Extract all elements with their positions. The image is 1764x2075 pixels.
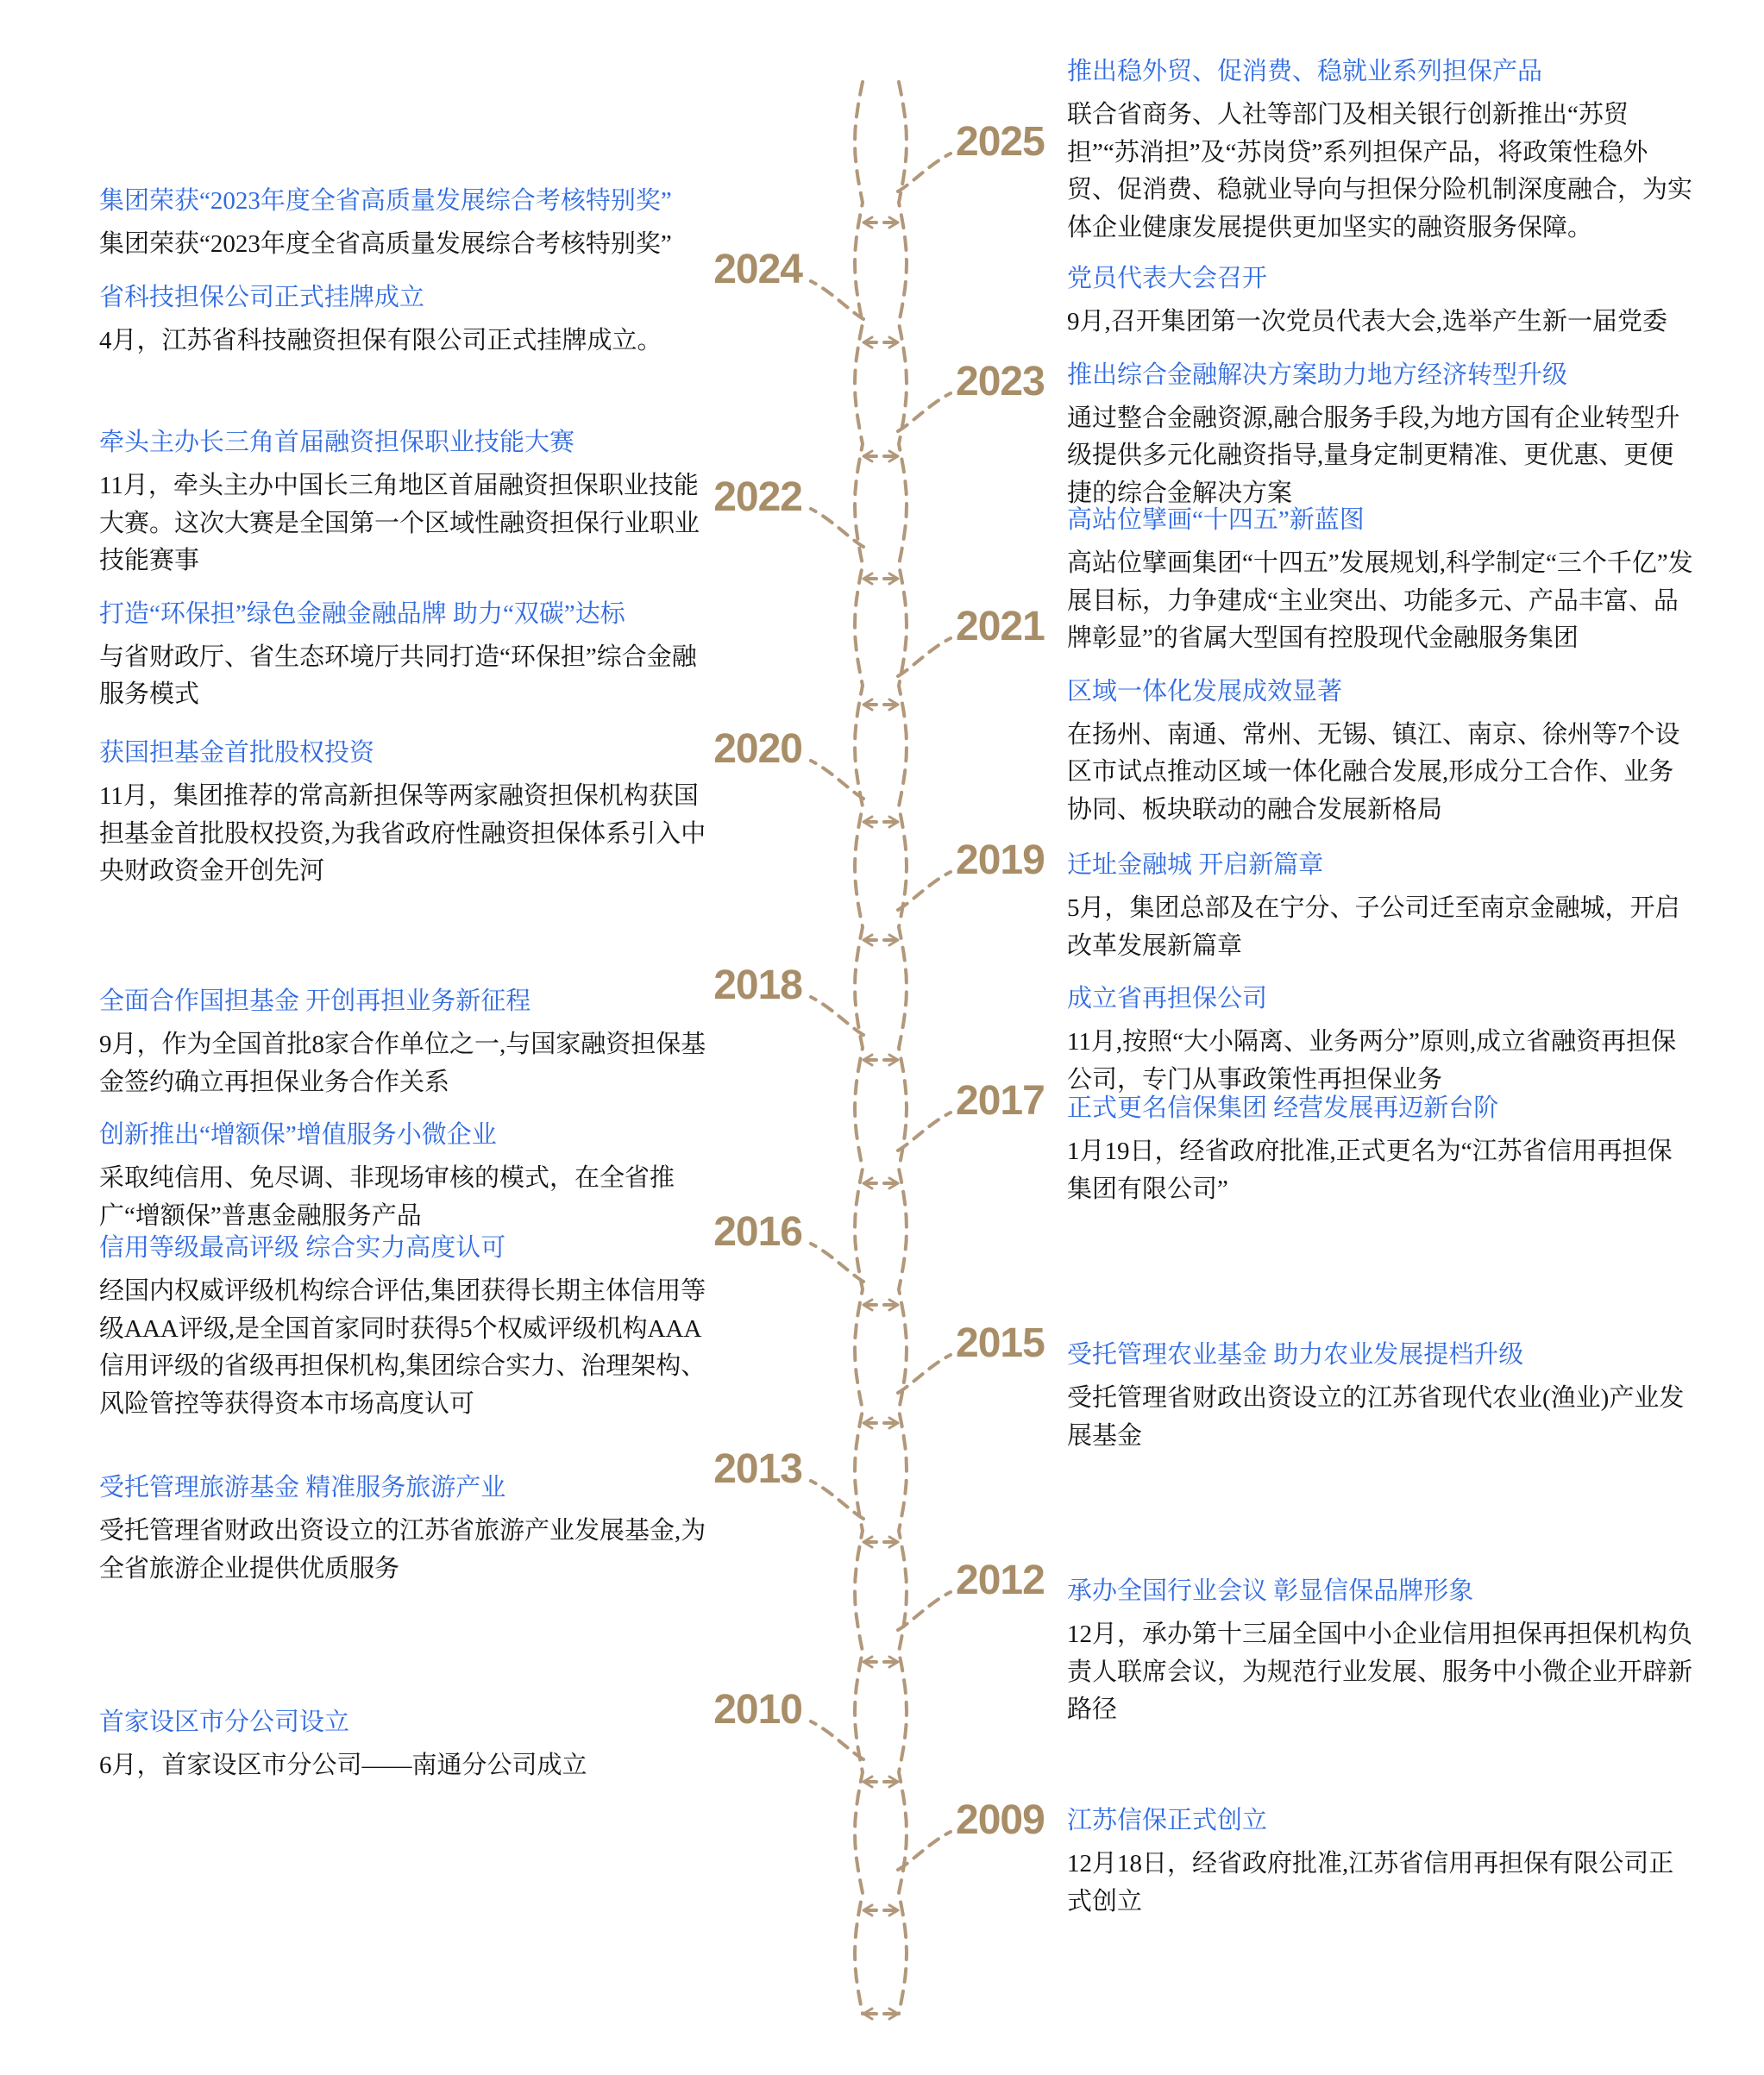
event-description: 9月，作为全国首批8家合作单位之一,与国家融资担保基金签约确立再担保业务合作关系 <box>99 1031 706 1096</box>
year-label-2021: 2021 <box>956 604 1045 649</box>
event-description: 采取纯信用、免尽调、非现场审核的模式，在全省推广“增额保”普惠金融服务产品 <box>99 1164 675 1230</box>
event-description: 联合省商务、人社等部门及相关银行创新推出“苏贸担”“苏消担”及“苏岗贷”系列担保产品，将政策性稳外贸、促消费、稳就业导向与担保分险机制深度融合，为实体企业健康发展提供更加坚实的融资服务保障。 <box>1067 101 1693 241</box>
event-title: 区域一体化发展成效显著 <box>1067 677 1343 705</box>
event-description: 12月18日，经省政府批准,江苏省信用再担保有限公司正式创立 <box>1067 1850 1674 1915</box>
event-description: 受托管理省财政出资设立的江苏省现代农业(渔业)产业发展基金 <box>1067 1384 1685 1450</box>
event-title: 推出综合金融解决方案助力地方经济转型升级 <box>1067 360 1568 389</box>
entry-content-2009 <box>1067 1802 1697 1921</box>
event-description: 5月，集团总部及在宁分、子公司迁至南京金融城，开启改革发展新篇章 <box>1067 894 1680 960</box>
event-description: 6月，首家设区市分公司——南通分公司成立 <box>99 1752 587 1780</box>
event-description: 11月,按照“大小隔离、业务两分”原则,成立省融资再担保公司，专门从事政策性再担保业务 <box>1067 1028 1677 1094</box>
event-description: 4月，江苏省科技融资担保有限公司正式挂牌成立。 <box>99 326 662 354</box>
year-label-2016: 2016 <box>713 1209 802 1255</box>
event-description: 受托管理省财政出资设立的江苏省旅游产业发展基金,为全省旅游企业提供优质服务 <box>99 1517 706 1583</box>
entry-content-2021 <box>1067 502 1697 829</box>
entry-content-2025 <box>1067 53 1697 247</box>
event-description: 12月，承办第十三届全国中小企业信用担保再担保机构负责人联席会议，为规范行业发展、服务中小微企业开辟新路径 <box>1067 1621 1693 1724</box>
event-title: 承办全国行业会议 彰显信保品牌形象 <box>1067 1577 1474 1605</box>
event-title: 获国担基金首批股权投资 <box>99 739 375 767</box>
year-label-2013: 2013 <box>713 1446 802 1492</box>
year-connector-2020 <box>811 761 863 799</box>
event-title: 牵头主办长三角首届融资担保职业技能大赛 <box>99 429 575 456</box>
event-title: 高站位擘画“十四五”新蓝图 <box>1067 506 1365 534</box>
entry-content-2024 <box>99 183 713 360</box>
spine-line-right <box>899 82 907 2014</box>
entry-content-2012 <box>1067 1573 1697 1729</box>
event-title: 成立省再担保公司 <box>1067 985 1268 1013</box>
year-label-2018: 2018 <box>713 962 802 1008</box>
event-description: 经国内权威评级机构综合评估,集团获得长期主体信用等级AAA评级,是全国首家同时获得5个权威评级机构AAA信用评级的省级再担保机构,集团综合实力、治理架构、风险管控等获得资本市场高度认可 <box>99 1277 706 1418</box>
event-description: 与省财政厅、省生态环境厅共同打造“环保担”综合金融服务模式 <box>99 643 697 709</box>
event-title: 全面合作国担基金 开创再担业务新征程 <box>99 987 531 1015</box>
spine-line-left <box>855 82 863 2014</box>
year-label-2024: 2024 <box>713 247 802 292</box>
event-title: 打造“环保担”绿色金融金融品牌 助力“双碳”达标 <box>99 599 625 628</box>
year-label-2023: 2023 <box>956 359 1045 404</box>
year-label-2025: 2025 <box>956 119 1045 165</box>
event-title: 集团荣获“2023年度全省高质量发展综合考核特别奖” <box>99 187 672 215</box>
event-description: 11月，集团推荐的常高新担保等两家融资担保机构获国担基金首批股权投资,为我省政府性融资担保体系引入中央财政资金开创先河 <box>99 782 706 886</box>
entry-content-2015 <box>1067 1337 1697 1455</box>
event-title: 江苏信保正式创立 <box>1067 1807 1268 1834</box>
event-title: 党员代表大会召开 <box>1067 265 1268 292</box>
event-title: 推出稳外贸、促消费、稳就业系列担保产品 <box>1067 58 1543 85</box>
year-label-2022: 2022 <box>713 474 802 520</box>
event-description: 高站位擘画集团“十四五”发展规划,科学制定“三个千亿”发展目标，力争建成“主业突出、功能多元、产品丰富、品牌彰显”的省属大型国有控股现代金融服务集团 <box>1067 549 1693 653</box>
year-label-2015: 2015 <box>956 1320 1045 1366</box>
event-description: 在扬州、南通、常州、无锡、镇江、南京、徐州等7个设区市试点推动区域一体化融合发展,形成分工合作、业务协同、板块联动的融合发展新格局 <box>1067 720 1680 824</box>
entry-content-2017 <box>1067 1090 1697 1208</box>
entry-content-2022 <box>99 424 713 714</box>
event-description: 集团荣获“2023年度全省高质量发展综合考核特别奖” <box>99 230 672 259</box>
event-description: 1月19日，经省政府批准,正式更名为“江苏省信用再担保集团有限公司” <box>1067 1138 1673 1203</box>
entry-content-2018 <box>99 983 713 1235</box>
year-label-2017: 2017 <box>956 1078 1045 1124</box>
event-description: 通过整合金融资源,融合服务手段,为地方国有企业转型升级提供多元化融资指导,量身定制更精准、更优惠、更便捷的综合金解决方案 <box>1067 404 1680 507</box>
entry-content-2019 <box>1067 847 1697 1099</box>
event-title: 正式更名信保集团 经营发展再迈新台阶 <box>1067 1094 1499 1122</box>
year-label-2009: 2009 <box>956 1797 1045 1843</box>
event-description: 9月,召开集团第一次党员代表大会,选举产生新一届党委 <box>1067 308 1668 336</box>
entry-content-2020 <box>99 735 713 891</box>
entry-content-2010 <box>99 1704 713 1785</box>
event-title: 受托管理旅游基金 精准服务旅游产业 <box>99 1474 506 1501</box>
event-title: 省科技担保公司正式挂牌成立 <box>99 283 425 311</box>
year-label-2012: 2012 <box>956 1558 1045 1603</box>
entry-content-2023 <box>1067 260 1697 512</box>
entry-content-2016 <box>99 1230 713 1423</box>
event-title: 迁址金融城 开启新篇章 <box>1067 851 1324 879</box>
event-title: 首家设区市分公司设立 <box>99 1708 350 1736</box>
event-title: 创新推出“增额保”增值服务小微企业 <box>99 1121 497 1150</box>
year-label-2019: 2019 <box>956 837 1045 883</box>
entry-content-2013 <box>99 1470 713 1588</box>
year-label-2020: 2020 <box>713 726 802 772</box>
event-title: 信用等级最高评级 综合实力高度认可 <box>99 1234 506 1262</box>
year-label-2010: 2010 <box>713 1687 802 1733</box>
event-title: 受托管理农业基金 助力农业发展提档升级 <box>1067 1341 1524 1369</box>
event-description: 11月，牵头主办中国长三角地区首届融资担保职业技能大赛。这次大赛是全国第一个区域性融资担保行业职业技能赛事 <box>99 472 700 575</box>
